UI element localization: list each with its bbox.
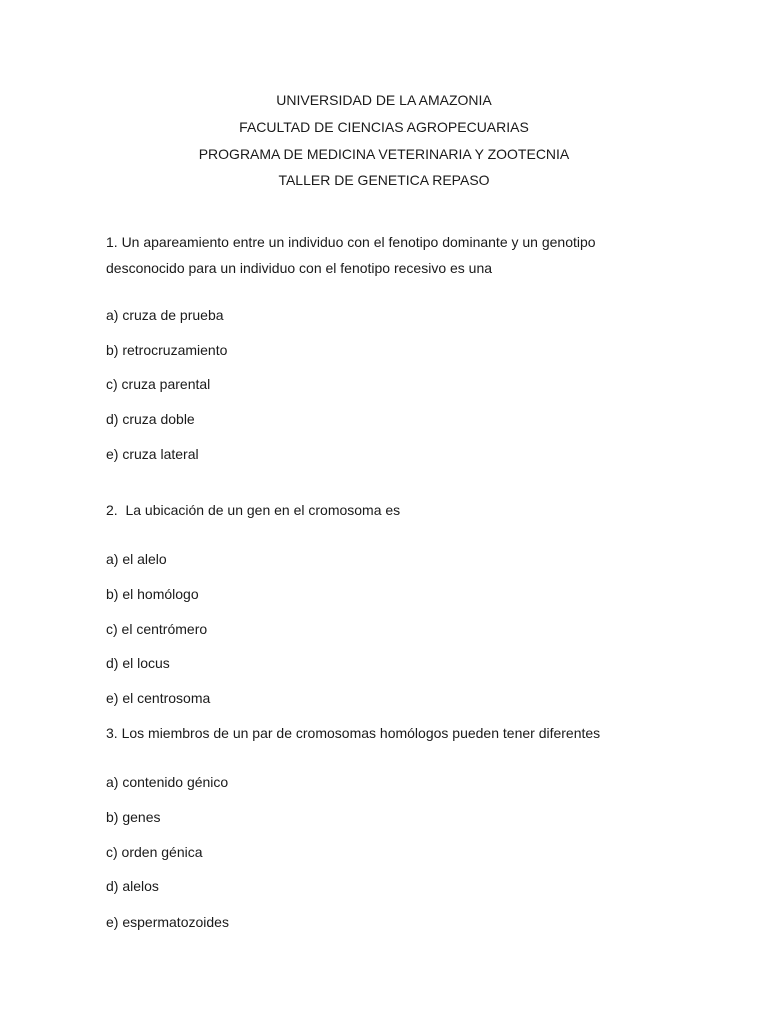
question-3-option-d: d) alelos [106, 878, 159, 894]
faculty-title: FACULTAD DE CIENCIAS AGROPECUARIAS [239, 119, 529, 135]
question-1-option-c: c) cruza parental [106, 376, 211, 392]
question-2-option-c: c) el centrómero [106, 621, 208, 637]
question-1-option-d: d) cruza doble [106, 411, 195, 427]
question-1-option-a: a) cruza de prueba [106, 307, 224, 323]
question-3-prompt: 3. Los miembros de un par de cromosomas homólogos pueden tener diferentes [106, 725, 601, 741]
question-3-option-b: b) genes [106, 809, 161, 825]
question-2-option-b: b) el homólogo [106, 586, 199, 602]
university-title: UNIVERSIDAD DE LA AMAZONIA [276, 92, 492, 108]
question-2-prompt: 2. La ubicación de un gen en el cromosoma es [106, 502, 401, 518]
question-1-prompt-line-2: desconocido para un individuo con el fenotipo recesivo es una [106, 260, 493, 276]
question-2-option-e: e) el centrosoma [106, 690, 211, 706]
question-1-prompt-line-1: 1. Un apareamiento entre un individuo con el fenotipo dominante y un genotipo [106, 234, 596, 250]
question-2-option-d: d) el locus [106, 655, 170, 671]
question-3-option-a: a) contenido génico [106, 774, 229, 790]
question-2-option-a: a) el alelo [106, 551, 167, 567]
question-3-option-e: e) espermatozoides [106, 914, 229, 930]
program-title: PROGRAMA DE MEDICINA VETERINARIA Y ZOOTECNIA [198, 146, 570, 162]
question-1-option-e: e) cruza lateral [106, 446, 199, 462]
question-1-option-b: b) retrocruzamiento [106, 342, 228, 358]
workshop-title: TALLER DE GENETICA REPASO [278, 172, 490, 188]
question-3-option-c: c) orden génica [106, 844, 203, 860]
